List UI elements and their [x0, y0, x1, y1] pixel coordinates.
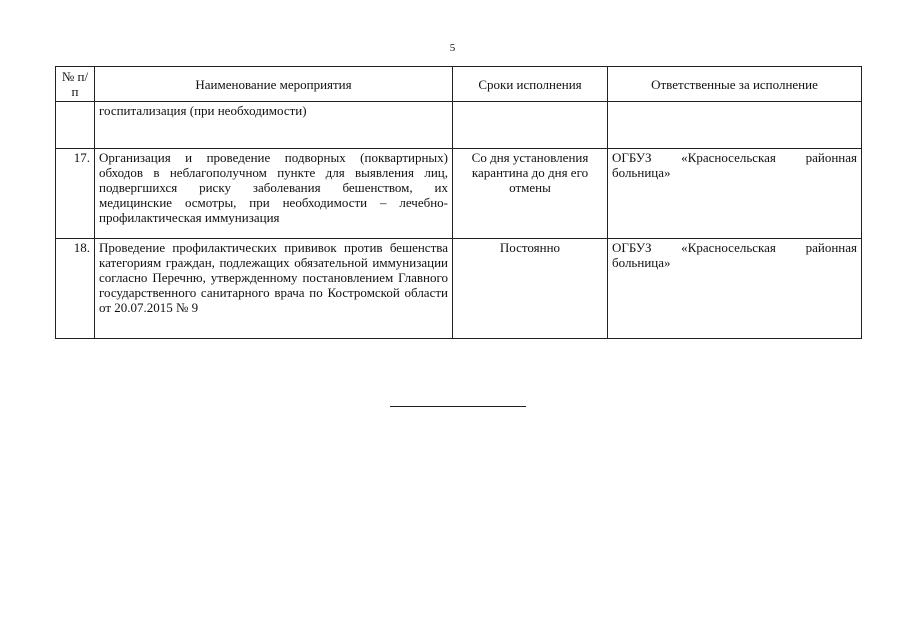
row-responsible: ОГБУЗ «Красносельская районная больница» — [608, 239, 862, 339]
header-responsible: Ответственные за исполнение — [608, 67, 862, 102]
table-header-row — [56, 67, 862, 102]
row-name: Организация и проведение подворных (поквартирных) обходов в неблагополучном пункте для выявления лиц, подвергшихся риску заболевания бешенством, их медицинские осмотры, при необходимости – лечебно-профилактическая иммунизация — [95, 149, 453, 239]
row-num: 17. — [56, 149, 95, 239]
row-term — [453, 102, 608, 149]
table-row-18 — [56, 239, 862, 339]
table-row-continuation — [56, 102, 862, 149]
header-term: Сроки исполнения — [453, 67, 608, 102]
events-table — [55, 66, 862, 339]
row-term: Постоянно — [453, 239, 608, 339]
row-name: госпитализация (при необходимости) — [95, 102, 453, 149]
row-num: 18. — [56, 239, 95, 339]
page-number: 5 — [449, 42, 456, 54]
header-name: Наименование мероприятия — [95, 67, 453, 102]
row-num — [56, 102, 95, 149]
row-responsible: ОГБУЗ «Красносельская районная больница» — [608, 149, 862, 239]
row-name: Проведение профилактических прививок против бешенства категориям граждан, подлежащих обязательной иммунизации согласно Перечню, утвержденному постановлением Главного государственного санитарного врача по Костромской области от 20.07.2015 № 9 — [95, 239, 453, 339]
row-responsible — [608, 102, 862, 149]
table-row-17 — [56, 149, 862, 239]
row-term: Со дня установления карантина до дня его отмены — [453, 149, 608, 239]
header-num: № п/п — [56, 67, 95, 102]
end-divider-line — [390, 406, 526, 407]
